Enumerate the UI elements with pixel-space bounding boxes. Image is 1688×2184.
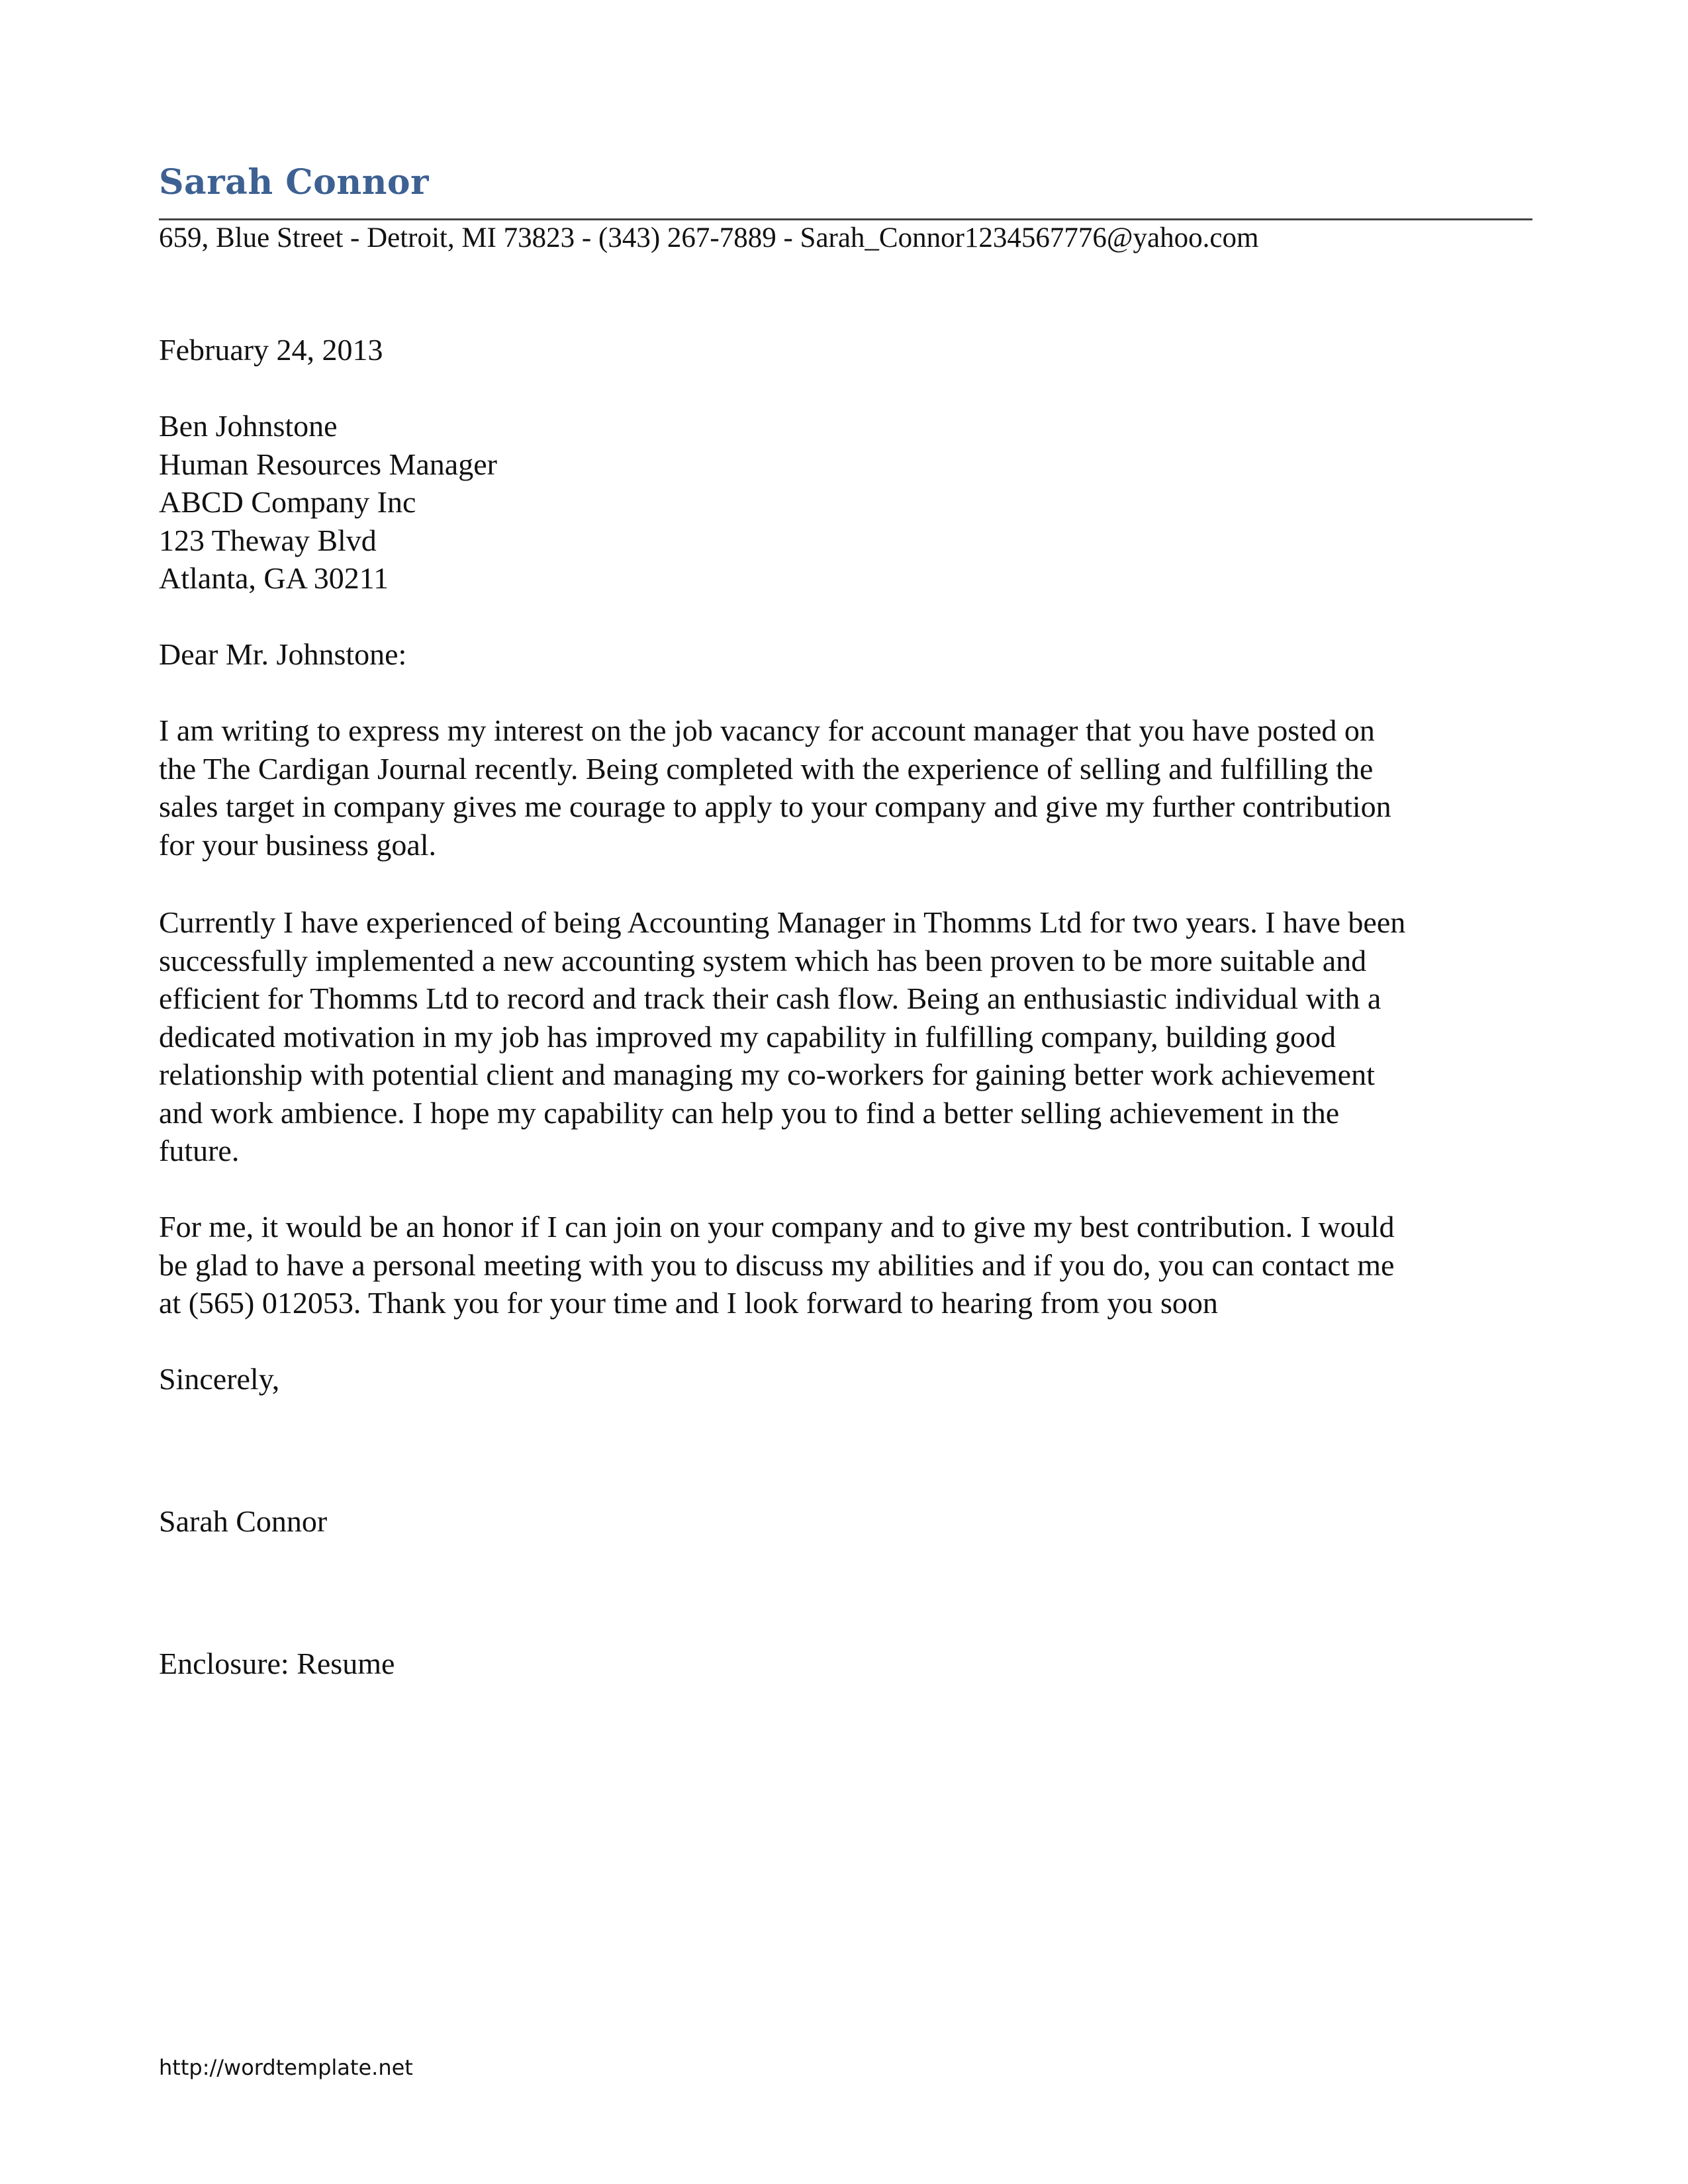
recipient-title: Human Resources Manager <box>159 447 497 481</box>
paragraph-line: be glad to have a personal meeting with you to discuss my abilities and if you do, you can contact me <box>159 1248 1395 1282</box>
paragraph-line: dedicated motivation in my job has improved my capability in fulfilling company, building good <box>159 1019 1336 1054</box>
paragraph-line: For me, it would be an honor if I can join on your company and to give my best contribution. I would <box>159 1210 1395 1244</box>
closing: Sincerely, <box>159 1362 280 1396</box>
letter-date: February 24, 2013 <box>159 333 383 367</box>
recipient-address-block <box>159 407 1536 598</box>
paragraph-line: I am writing to express my interest on the job vacancy for account manager that you have posted on <box>159 713 1375 747</box>
paragraph-line: sales target in company gives me courage to apply to your company and give my further contribution <box>159 790 1391 823</box>
paragraph-3 <box>159 1208 1536 1322</box>
sender-name-heading: Sarah Connor <box>159 162 430 203</box>
signature-name: Sarah Connor <box>159 1504 328 1538</box>
sender-contact-line: 659, Blue Street - Detroit, MI 73823 - (343) 267-7889 - Sarah_Connor1234567776@yahoo.com <box>159 222 1259 253</box>
paragraph-line: future. <box>159 1134 240 1167</box>
paragraph-line: successfully implemented a new accounting system which has been proven to be more suitable and <box>159 943 1367 978</box>
enclosure-note: Enclosure: Resume <box>159 1647 395 1680</box>
paragraph-line: relationship with potential client and managing my co-workers for gaining better work achievement <box>159 1058 1375 1091</box>
recipient-city-state-zip: Atlanta, GA 30211 <box>159 561 389 595</box>
salutation: Dear Mr. Johnstone: <box>159 637 407 671</box>
paragraph-2 <box>159 903 1536 1170</box>
paragraph-line: at (565) 012053. Thank you for your time and I look forward to hearing from you soon <box>159 1286 1218 1320</box>
paragraph-line: for your business goal. <box>159 827 437 862</box>
header-divider <box>159 218 1532 220</box>
paragraph-line: and work ambience. I hope my capability can help you to find a better selling achievement in the <box>159 1095 1340 1130</box>
recipient-company: ABCD Company Inc <box>159 485 416 519</box>
recipient-name: Ben Johnstone <box>159 409 338 443</box>
paragraph-line: Currently I have experienced of being Accounting Manager in Thomms Ltd for two years. I have been <box>159 905 1406 939</box>
paragraph-1 <box>159 711 1536 864</box>
paragraph-line: the The Cardigan Journal recently. Being completed with the experience of selling and fulfilling the <box>159 751 1374 786</box>
footer-url-link[interactable]: http://wordtemplate.net <box>159 2055 413 2080</box>
paragraph-line: efficient for Thomms Ltd to record and track their cash flow. Being an enthusiastic individual with a <box>159 981 1382 1015</box>
recipient-street: 123 Theway Blvd <box>159 523 377 557</box>
